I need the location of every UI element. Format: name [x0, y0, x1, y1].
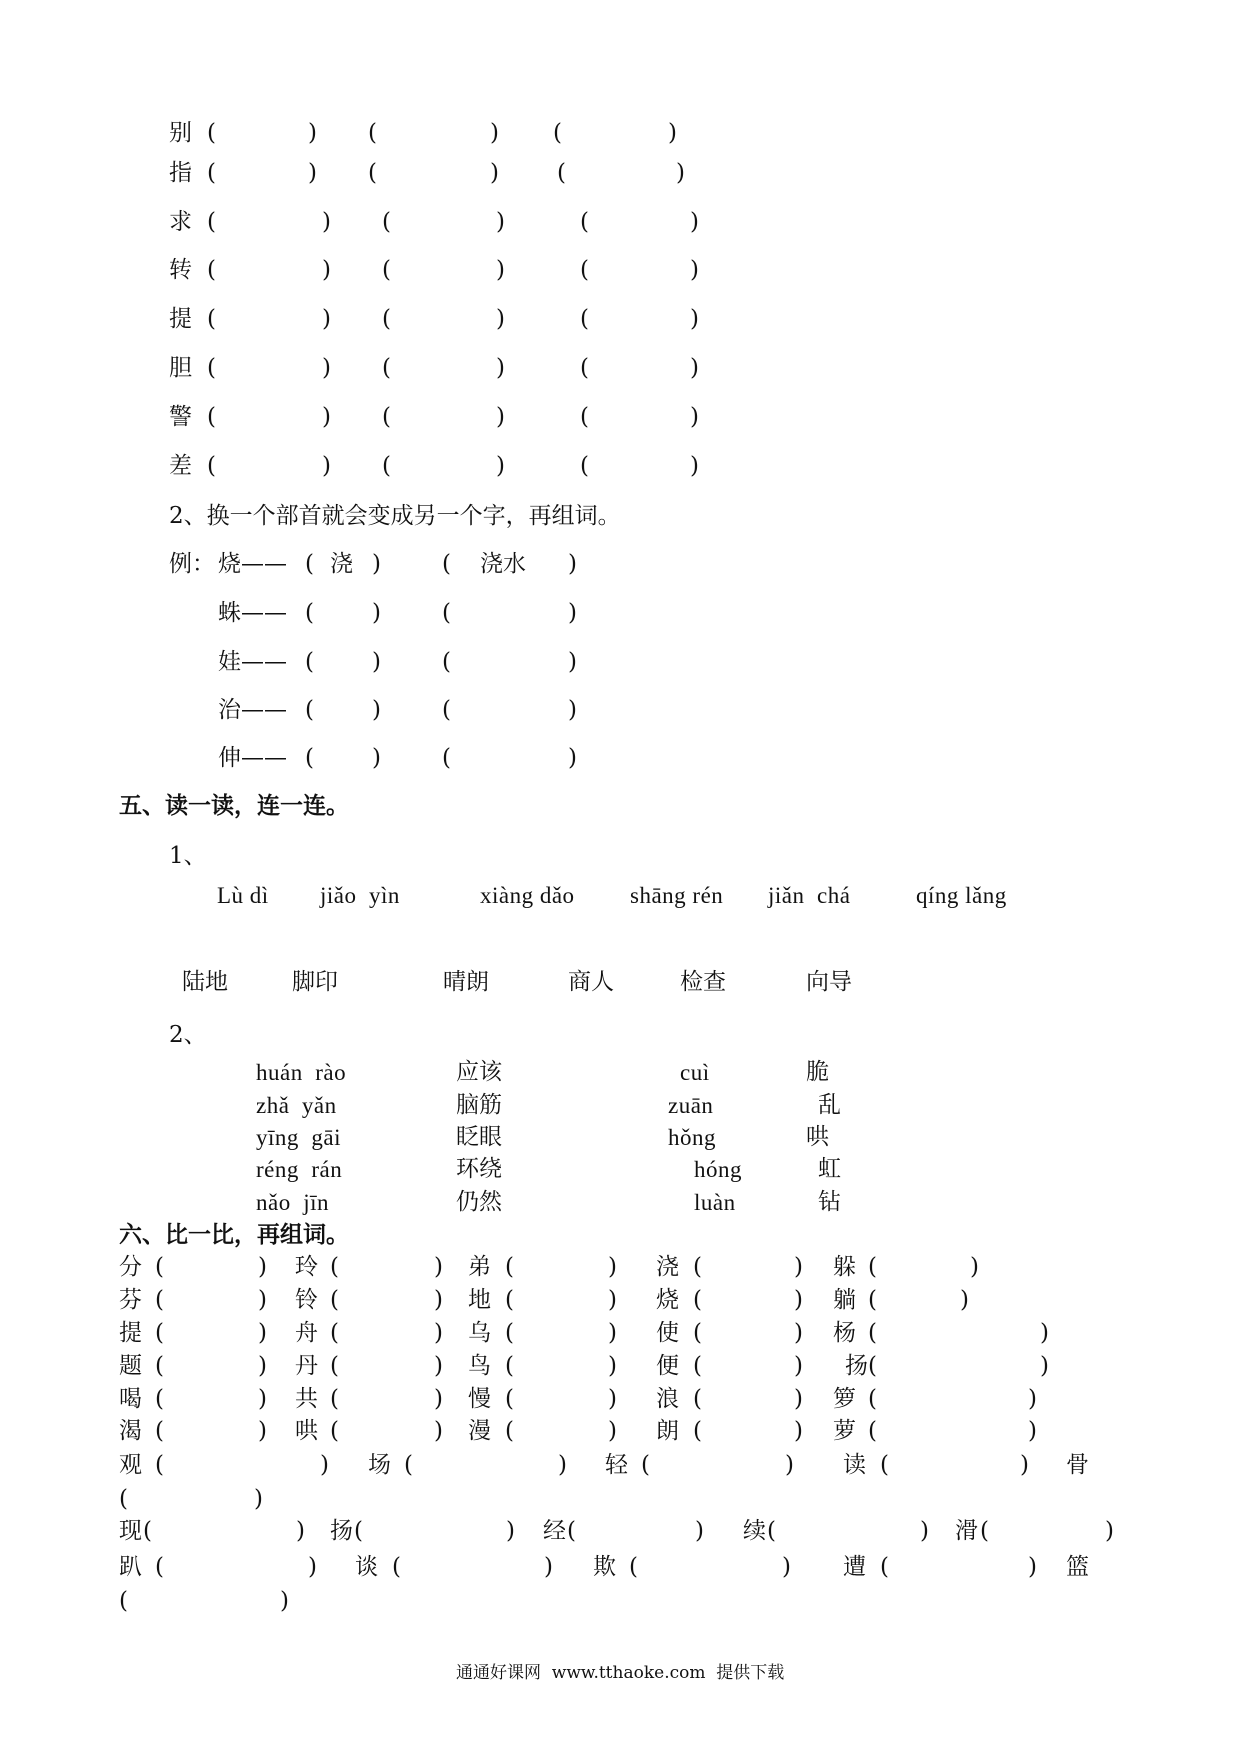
row-char: 钻	[818, 1189, 841, 1215]
right-paren: )	[490, 120, 499, 146]
pinyin: Lù dì	[217, 883, 269, 908]
right-paren: )	[496, 404, 505, 430]
right-paren: )	[372, 745, 381, 771]
left-paren: (	[368, 160, 377, 186]
compare-char: 扬	[845, 1353, 868, 1379]
right-paren: )	[322, 355, 331, 381]
right-paren: )	[558, 1452, 567, 1478]
right-paren: )	[496, 453, 505, 479]
compare-char: 芬	[119, 1287, 142, 1313]
compare-char: 遭	[843, 1554, 866, 1580]
row-char: 别	[169, 120, 192, 146]
left-paren: (	[693, 1386, 702, 1412]
right-paren: )	[920, 1518, 929, 1544]
compare-char: 漫	[468, 1418, 491, 1444]
row-char: 提	[169, 306, 192, 332]
compare-char: 篮	[1066, 1554, 1089, 1580]
right-paren: )	[960, 1287, 969, 1313]
left-paren: (	[155, 1254, 164, 1280]
compare-char: 骨	[1066, 1452, 1089, 1478]
word: 脚印	[292, 969, 338, 995]
right-paren: )	[782, 1554, 791, 1580]
right-paren: )	[690, 306, 699, 332]
pinyin: zuān	[668, 1093, 714, 1118]
left-paren: (	[305, 600, 314, 626]
row-char: 胆	[169, 355, 192, 381]
left-paren: (	[382, 453, 391, 479]
right-paren: )	[372, 649, 381, 675]
left-paren: (	[442, 649, 451, 675]
right-paren: )	[568, 600, 577, 626]
word: 脑筋	[456, 1092, 502, 1118]
left-paren: (	[207, 257, 216, 283]
left-paren: (	[207, 404, 216, 430]
row-char: 蛛——	[218, 600, 287, 626]
compare-char: 读	[843, 1452, 866, 1478]
left-paren: (	[557, 160, 566, 186]
example-char: 烧——	[218, 551, 287, 577]
left-paren: (	[442, 600, 451, 626]
right-paren: )	[690, 257, 699, 283]
left-paren: (	[207, 306, 216, 332]
row-char: 哄	[806, 1124, 829, 1150]
compare-char: 地	[468, 1287, 491, 1313]
left-paren: (	[155, 1554, 164, 1580]
left-paren: (	[305, 697, 314, 723]
left-paren: (	[382, 306, 391, 332]
right-paren: )	[308, 1554, 317, 1580]
compare-char: 躲	[833, 1254, 856, 1280]
right-paren: )	[794, 1320, 803, 1346]
pinyin: réng rán	[256, 1157, 343, 1182]
left-paren: (	[880, 1452, 889, 1478]
row-char: 脆	[806, 1059, 829, 1085]
right-paren: )	[496, 209, 505, 235]
right-paren: )	[690, 355, 699, 381]
right-paren: )	[608, 1320, 617, 1346]
right-paren: )	[608, 1287, 617, 1313]
right-paren: )	[1028, 1418, 1037, 1444]
right-paren: )	[258, 1353, 267, 1379]
left-paren: (	[505, 1287, 514, 1313]
left-paren: (	[693, 1254, 702, 1280]
right-paren: )	[568, 745, 577, 771]
left-paren: (	[442, 697, 451, 723]
left-paren: (	[155, 1418, 164, 1444]
left-paren: (	[330, 1386, 339, 1412]
word: 向导	[806, 969, 852, 995]
word: 检查	[680, 969, 726, 995]
row-char: 差	[169, 453, 192, 479]
compare-char: 朗	[656, 1418, 679, 1444]
left-paren: (	[767, 1518, 776, 1544]
compare-char: 现	[119, 1518, 142, 1544]
right-paren: )	[372, 600, 381, 626]
row-char: 治——	[218, 697, 287, 723]
right-paren: )	[1028, 1554, 1037, 1580]
left-paren: (	[868, 1320, 877, 1346]
pinyin: shāng rén	[630, 883, 724, 908]
pinyin: hǒng	[668, 1125, 716, 1150]
left-paren: (	[155, 1320, 164, 1346]
right-paren: )	[280, 1588, 289, 1614]
word: 环绕	[456, 1156, 502, 1182]
left-paren: (	[868, 1353, 877, 1379]
right-paren: )	[490, 160, 499, 186]
right-paren: )	[690, 209, 699, 235]
compare-char: 乌	[468, 1320, 491, 1346]
left-paren: (	[382, 257, 391, 283]
right-paren: )	[608, 1386, 617, 1412]
compare-char: 舟	[295, 1320, 318, 1346]
compare-char: 共	[295, 1386, 318, 1412]
left-paren: (	[868, 1386, 877, 1412]
right-paren: )	[258, 1386, 267, 1412]
right-paren: )	[322, 257, 331, 283]
left-paren: (	[404, 1452, 413, 1478]
sub-label: 2、	[169, 1022, 207, 1048]
compare-char: 分	[119, 1254, 142, 1280]
compare-char: 浪	[656, 1386, 679, 1412]
word: 商人	[568, 969, 614, 995]
right-paren: )	[794, 1353, 803, 1379]
compare-char: 题	[119, 1353, 142, 1379]
word: 晴朗	[443, 969, 489, 995]
compare-char: 趴	[119, 1554, 142, 1580]
right-paren: )	[496, 355, 505, 381]
right-paren: )	[676, 160, 685, 186]
pinyin: nǎo jīn	[256, 1190, 329, 1215]
compare-char: 欺	[593, 1554, 616, 1580]
right-paren: )	[434, 1353, 443, 1379]
left-paren: (	[505, 1353, 514, 1379]
right-paren: )	[608, 1353, 617, 1379]
compare-char: 慢	[468, 1386, 491, 1412]
compare-char: 渴	[119, 1418, 142, 1444]
word: 眨眼	[456, 1124, 502, 1150]
left-paren: (	[580, 355, 589, 381]
left-paren: (	[155, 1386, 164, 1412]
footer-text: 通通好课网 www.tthaoke.com 提供下载	[456, 1663, 785, 1683]
right-paren: )	[320, 1452, 329, 1478]
left-paren: (	[980, 1518, 989, 1544]
left-paren: (	[442, 551, 451, 577]
compare-char: 观	[119, 1452, 142, 1478]
left-paren: (	[305, 551, 314, 577]
right-paren: )	[794, 1254, 803, 1280]
pinyin: yīng gāi	[256, 1125, 341, 1150]
right-paren: )	[322, 453, 331, 479]
left-paren: (	[553, 120, 562, 146]
compare-char: 鸟	[468, 1353, 491, 1379]
right-paren: )	[1040, 1353, 1049, 1379]
section-title: 五、读一读，连一连。	[119, 792, 349, 819]
right-paren: )	[794, 1287, 803, 1313]
left-paren: (	[207, 355, 216, 381]
right-paren: )	[258, 1418, 267, 1444]
right-paren: )	[568, 697, 577, 723]
left-paren: (	[392, 1554, 401, 1580]
left-paren: (	[505, 1320, 514, 1346]
compare-char: 玲	[295, 1254, 318, 1280]
row-char: 警	[169, 404, 192, 430]
row-char: 转	[169, 257, 192, 283]
compare-char: 使	[656, 1320, 679, 1346]
pinyin: huán rào	[256, 1060, 347, 1085]
right-paren: )	[608, 1418, 617, 1444]
left-paren: (	[330, 1287, 339, 1313]
right-paren: )	[296, 1518, 305, 1544]
right-paren: )	[544, 1554, 553, 1580]
right-paren: )	[794, 1418, 803, 1444]
left-paren: (	[382, 355, 391, 381]
left-paren: (	[580, 209, 589, 235]
compare-char: 箩	[833, 1386, 856, 1412]
compare-char: 滑	[955, 1518, 978, 1544]
left-paren: (	[868, 1254, 877, 1280]
compare-char: 谈	[355, 1554, 378, 1580]
word: 陆地	[182, 969, 228, 995]
right-paren: )	[254, 1486, 263, 1512]
left-paren: (	[868, 1418, 877, 1444]
left-paren: (	[693, 1353, 702, 1379]
compare-char: 哄	[295, 1418, 318, 1444]
left-paren: (	[155, 1287, 164, 1313]
right-paren: )	[322, 209, 331, 235]
right-paren: )	[308, 120, 317, 146]
left-paren: (	[567, 1518, 576, 1544]
word: 仍然	[456, 1189, 502, 1215]
row-char: 求	[169, 209, 192, 235]
left-paren: (	[505, 1418, 514, 1444]
pinyin: jiǎo yìn	[320, 883, 400, 908]
pinyin: cuì	[680, 1060, 710, 1085]
left-paren: (	[330, 1353, 339, 1379]
compare-char: 提	[119, 1320, 142, 1346]
question-title: 2、换一个部首就会变成另一个字，再组词。	[169, 503, 621, 529]
right-paren: )	[496, 306, 505, 332]
compare-char: 铃	[295, 1287, 318, 1313]
compare-char: 经	[543, 1518, 566, 1544]
pinyin: zhǎ yǎn	[256, 1093, 337, 1118]
compare-char: 扬	[330, 1518, 353, 1544]
left-paren: (	[580, 257, 589, 283]
right-paren: )	[970, 1254, 979, 1280]
right-paren: )	[1020, 1452, 1029, 1478]
example-label: 例：	[169, 551, 215, 577]
right-paren: )	[1105, 1518, 1114, 1544]
left-paren: (	[382, 404, 391, 430]
right-paren: )	[308, 160, 317, 186]
row-char: 乱	[818, 1092, 841, 1118]
left-paren: (	[880, 1554, 889, 1580]
example-answer: 浇	[330, 551, 353, 577]
right-paren: )	[1028, 1386, 1037, 1412]
left-paren: (	[305, 649, 314, 675]
left-paren: (	[641, 1452, 650, 1478]
left-paren: (	[119, 1486, 128, 1512]
left-paren: (	[330, 1418, 339, 1444]
right-paren: )	[372, 551, 381, 577]
right-paren: )	[322, 306, 331, 332]
left-paren: (	[868, 1287, 877, 1313]
right-paren: )	[794, 1386, 803, 1412]
left-paren: (	[382, 209, 391, 235]
right-paren: )	[568, 649, 577, 675]
compare-char: 烧	[656, 1287, 679, 1313]
right-paren: )	[785, 1452, 794, 1478]
left-paren: (	[354, 1518, 363, 1544]
row-char: 娃——	[218, 649, 287, 675]
left-paren: (	[580, 453, 589, 479]
right-paren: )	[695, 1518, 704, 1544]
right-paren: )	[434, 1320, 443, 1346]
section-title: 六、比一比，再组词。	[119, 1221, 349, 1248]
compare-char: 萝	[833, 1418, 856, 1444]
compare-char: 续	[743, 1518, 766, 1544]
left-paren: (	[505, 1386, 514, 1412]
right-paren: )	[434, 1254, 443, 1280]
pinyin: hóng	[694, 1157, 742, 1182]
compare-char: 杨	[833, 1320, 856, 1346]
pinyin: qíng lǎng	[916, 883, 1007, 908]
right-paren: )	[1040, 1320, 1049, 1346]
left-paren: (	[207, 209, 216, 235]
right-paren: )	[690, 404, 699, 430]
left-paren: (	[368, 120, 377, 146]
left-paren: (	[580, 404, 589, 430]
compare-char: 弟	[468, 1254, 491, 1280]
row-char: 伸——	[218, 745, 287, 771]
right-paren: )	[258, 1254, 267, 1280]
left-paren: (	[207, 120, 216, 146]
right-paren: )	[568, 551, 577, 577]
left-paren: (	[207, 160, 216, 186]
right-paren: )	[690, 453, 699, 479]
compare-char: 轻	[605, 1452, 628, 1478]
compare-char: 场	[368, 1452, 391, 1478]
left-paren: (	[505, 1254, 514, 1280]
right-paren: )	[496, 257, 505, 283]
left-paren: (	[207, 453, 216, 479]
right-paren: )	[434, 1386, 443, 1412]
right-paren: )	[322, 404, 331, 430]
right-paren: )	[434, 1287, 443, 1313]
left-paren: (	[330, 1254, 339, 1280]
compare-char: 浇	[656, 1254, 679, 1280]
row-char: 指	[169, 160, 192, 186]
left-paren: (	[155, 1452, 164, 1478]
compare-char: 便	[656, 1353, 679, 1379]
left-paren: (	[693, 1287, 702, 1313]
word: 应该	[456, 1059, 502, 1085]
left-paren: (	[693, 1418, 702, 1444]
right-paren: )	[258, 1287, 267, 1313]
right-paren: )	[668, 120, 677, 146]
left-paren: (	[330, 1320, 339, 1346]
right-paren: )	[608, 1254, 617, 1280]
pinyin: jiǎn chá	[768, 883, 851, 908]
right-paren: )	[372, 697, 381, 723]
left-paren: (	[305, 745, 314, 771]
left-paren: (	[442, 745, 451, 771]
row-char: 虹	[818, 1156, 841, 1182]
left-paren: (	[693, 1320, 702, 1346]
compare-char: 丹	[295, 1353, 318, 1379]
right-paren: )	[258, 1320, 267, 1346]
compare-char: 喝	[119, 1386, 142, 1412]
pinyin: luàn	[694, 1190, 736, 1215]
left-paren: (	[580, 306, 589, 332]
sub-label: 1、	[169, 843, 207, 869]
right-paren: )	[434, 1418, 443, 1444]
left-paren: (	[629, 1554, 638, 1580]
right-paren: )	[506, 1518, 515, 1544]
pinyin: xiàng dǎo	[480, 883, 575, 908]
example-answer: 浇水	[480, 551, 526, 577]
left-paren: (	[143, 1518, 152, 1544]
left-paren: (	[155, 1353, 164, 1379]
left-paren: (	[119, 1588, 128, 1614]
compare-char: 躺	[833, 1287, 856, 1313]
